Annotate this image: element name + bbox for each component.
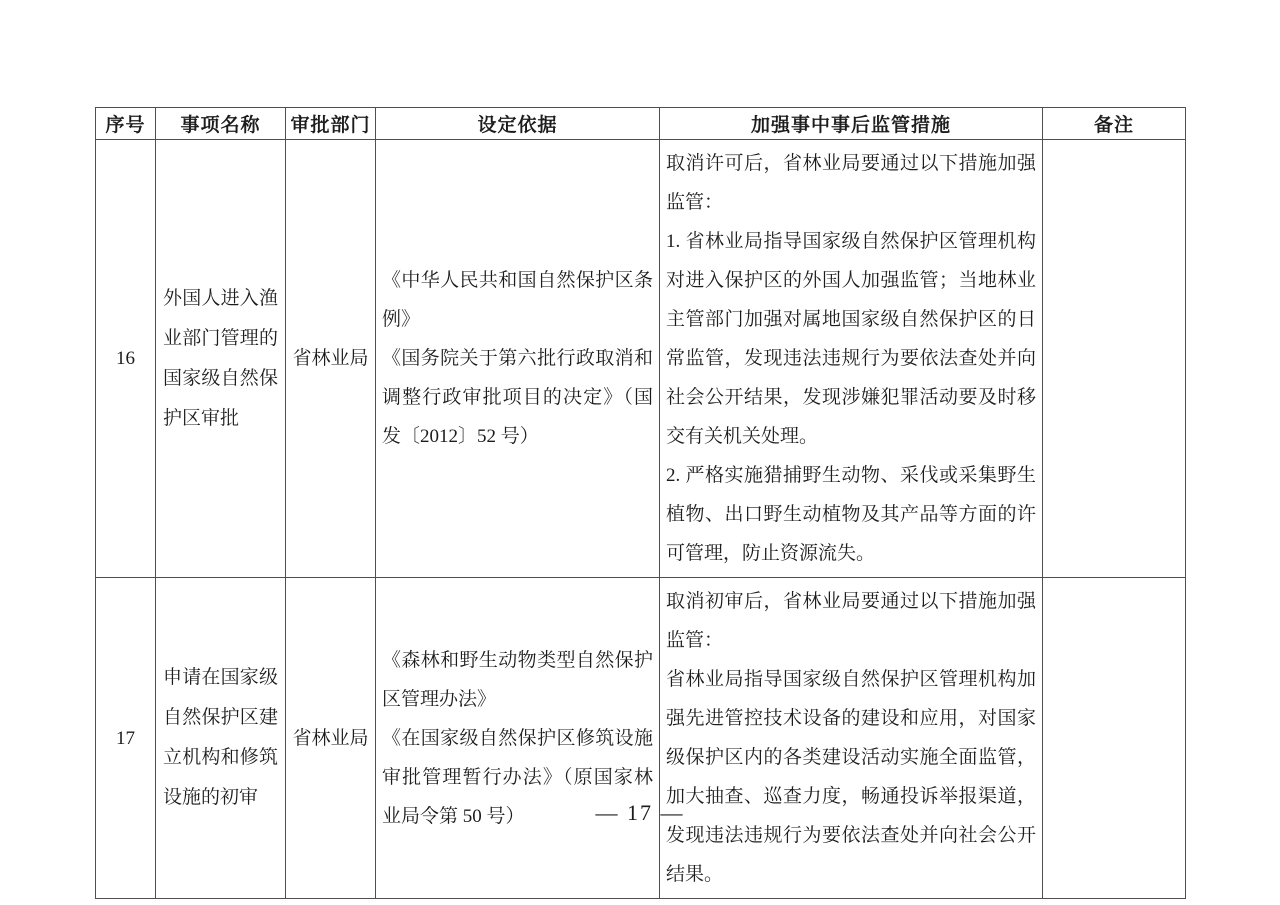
table-row-16 [96, 140, 1186, 578]
column-header-basis: 设定依据 [376, 108, 660, 140]
basis-paragraph: 《在国家级自然保护区修筑设施审批管理暂行办法》（原国家林业局令第 50 号） [382, 727, 653, 827]
cell-seq: 16 [96, 140, 156, 578]
cell-measures [660, 578, 1043, 899]
cell-basis [376, 578, 660, 899]
cell-remark [1043, 578, 1186, 899]
cell-department: 省林业局 [286, 140, 376, 578]
column-header-item-name: 事项名称 [156, 108, 286, 140]
approval-items-table [95, 107, 1186, 899]
column-header-department: 审批部门 [286, 108, 376, 140]
header-row [96, 108, 1186, 140]
column-header-remark: 备注 [1043, 108, 1186, 140]
basis-paragraph: 《国务院关于第六批行政取消和调整行政审批项目的决定》（国发〔2012〕52 号） [382, 348, 653, 447]
column-header-measures: 加强事中事后监管措施 [660, 108, 1043, 140]
measure-paragraph: 1. 省林业局指导国家级自然保护区管理机构对进入保护区的外国人加强监管；当地林业主管部门加强对属地国家级自然保护区的日常监管，发现违法违规行为要依法查处并向社会公开结果，发现涉嫌犯罪活动要及时移交有关机关处理。 [666, 231, 1036, 447]
measure-paragraph: 取消许可后，省林业局要通过以下措施加强监管： [666, 153, 1036, 213]
page-number: — 17 — [595, 800, 685, 825]
cell-item-name: 申请在国家级自然保护区建立机构和修筑设施的初审 [156, 578, 286, 899]
measure-paragraph: 2. 严格实施猎捕野生动物、采伐或采集野生植物、出口野生动植物及其产品等方面的许可管理，防止资源流失。 [666, 465, 1036, 564]
measure-paragraph: 省林业局指导国家级自然保护区管理机构加强先进管控技术设备的建设和应用，对国家级保护区内的各类建设活动实施全面监管，加大抽查、巡查力度，畅通投诉举报渠道，发现违法违规行为要依法查处并向社会公开结果。 [666, 669, 1036, 885]
basis-paragraph: 《中华人民共和国自然保护区条例》 [382, 270, 653, 330]
column-header-seq: 序号 [96, 108, 156, 140]
table-row-17 [96, 578, 1186, 899]
cell-measures [660, 140, 1043, 578]
cell-department: 省林业局 [286, 578, 376, 899]
cell-basis [376, 140, 660, 578]
cell-seq: 17 [96, 578, 156, 899]
measure-paragraph: 取消初审后，省林业局要通过以下措施加强监管： [666, 591, 1036, 651]
basis-paragraph: 《森林和野生动物类型自然保护区管理办法》 [382, 649, 653, 710]
cell-remark [1043, 140, 1186, 578]
cell-item-name: 外国人进入渔业部门管理的国家级自然保护区审批 [156, 140, 286, 578]
